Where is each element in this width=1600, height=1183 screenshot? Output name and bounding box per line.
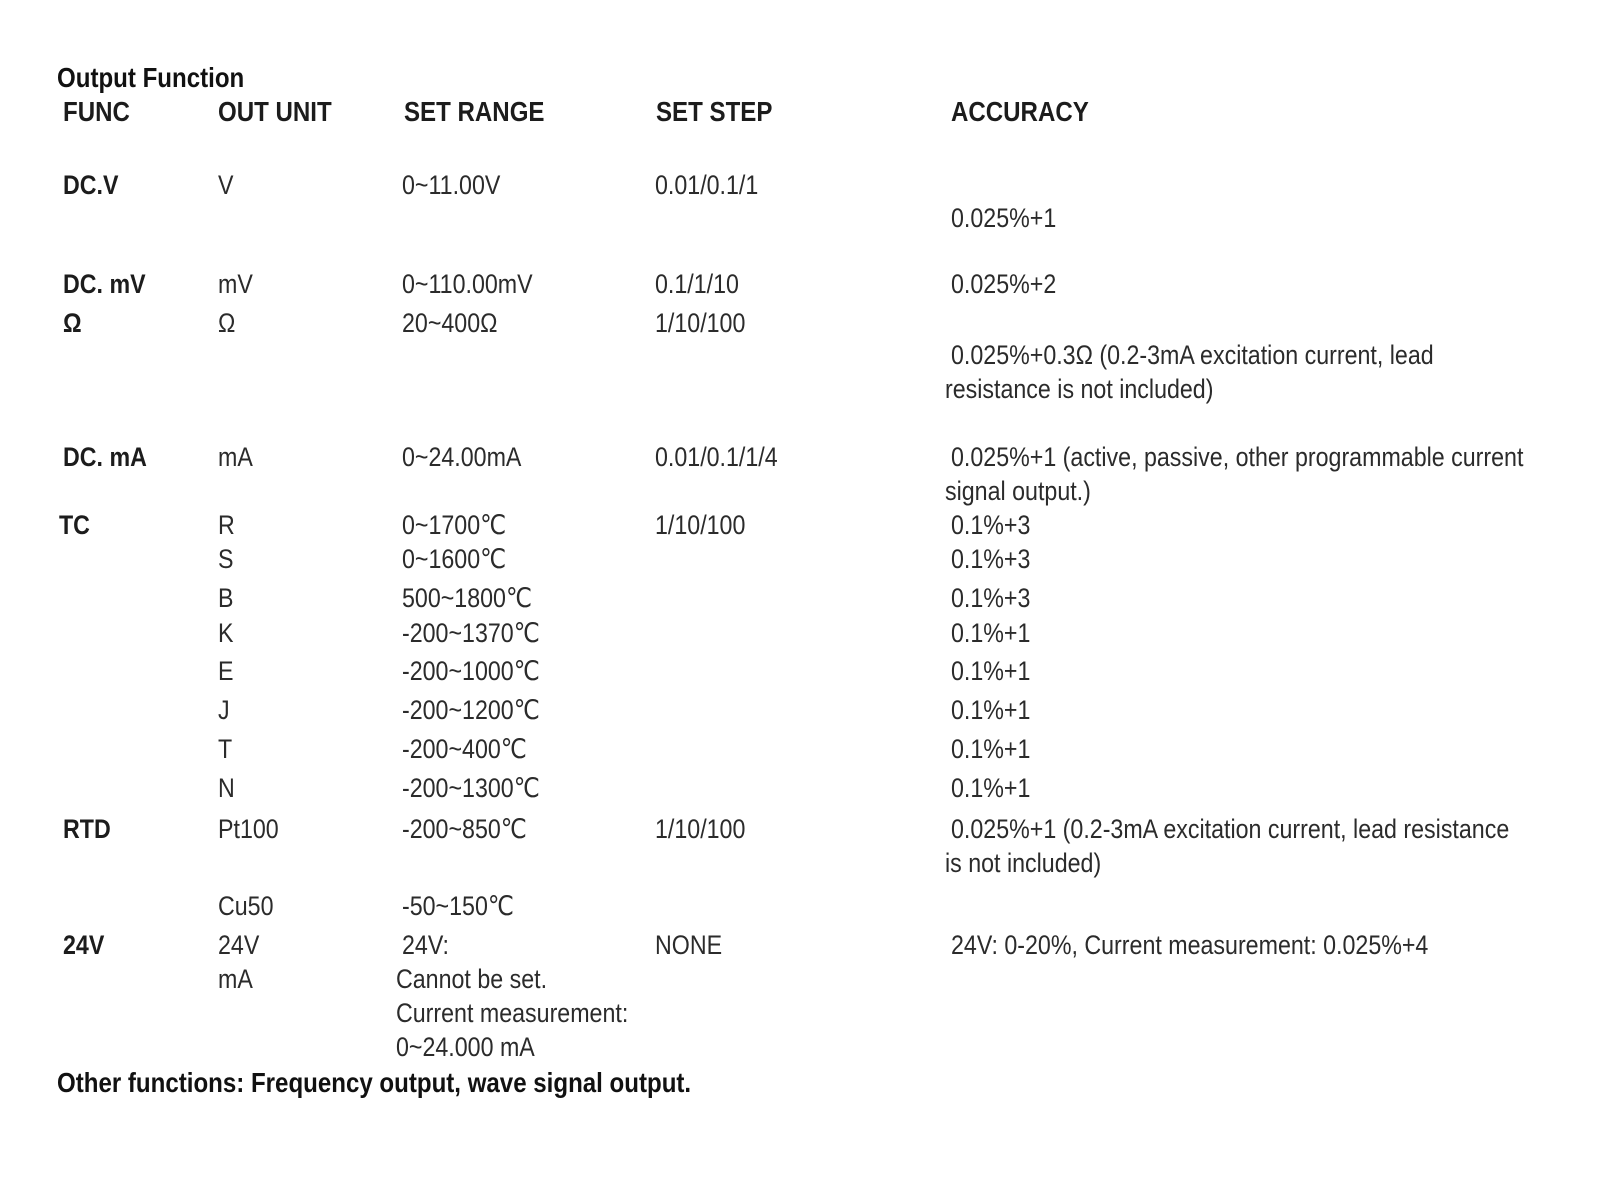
acc-rtd-line2: is not included) (945, 848, 1102, 878)
step-24v: NONE (655, 930, 723, 960)
range-dcv: 0~11.00V (402, 170, 501, 200)
acc-ohm-line2: resistance is not included) (945, 374, 1214, 404)
step-dcmv: 0.1/1/10 (655, 269, 739, 299)
func-dcv: DC.V (63, 170, 119, 200)
acc-tc-k: 0.1%+1 (951, 618, 1031, 648)
acc-tc-j: 0.1%+1 (951, 695, 1031, 725)
range-tc-k: -200~1370℃ (402, 618, 540, 648)
range-tc-t: -200~400℃ (402, 734, 527, 764)
acc-ohm-line1: 0.025%+0.3Ω (0.2-3mA excitation current, lead (951, 340, 1434, 370)
unit-24v-ma: mA (218, 964, 253, 994)
range-tc-j: -200~1200℃ (402, 695, 540, 725)
step-ohm: 1/10/100 (655, 308, 746, 338)
unit-ohm: Ω (218, 308, 236, 338)
func-tc: TC (59, 510, 90, 540)
acc-24v: 24V: 0-20%, Current measurement: 0.025%+4 (951, 930, 1429, 960)
acc-tc-e: 0.1%+1 (951, 656, 1031, 686)
func-dcma: DC. mA (63, 442, 147, 472)
range-dcma: 0~24.00mA (402, 442, 522, 472)
acc-dcmv: 0.025%+2 (951, 269, 1057, 299)
header-set-step: SET STEP (656, 96, 773, 127)
header-func: FUNC (63, 96, 130, 127)
acc-dcma-line2: signal output.) (945, 476, 1091, 506)
unit-dcmv: mV (218, 269, 253, 299)
range-24v-line2: Cannot be set. (396, 964, 548, 994)
range-24v-line1: 24V: (402, 930, 449, 960)
range-tc-n: -200~1300℃ (402, 773, 540, 803)
step-tc: 1/10/100 (655, 510, 746, 540)
step-dcma: 0.01/0.1/1/4 (655, 442, 778, 472)
unit-rtd-cu50: Cu50 (218, 891, 274, 921)
range-ohm: 20~400Ω (402, 308, 498, 338)
header-accuracy: ACCURACY (951, 96, 1089, 127)
unit-tc-r: R (218, 510, 235, 540)
unit-dcv: V (218, 170, 234, 200)
unit-tc-n: N (218, 773, 235, 803)
range-tc-b: 500~1800℃ (402, 583, 533, 613)
func-24v: 24V (63, 930, 105, 960)
acc-rtd-line1: 0.025%+1 (0.2-3mA excitation current, lead resistance (951, 814, 1510, 844)
acc-tc-n: 0.1%+1 (951, 773, 1031, 803)
range-dcmv: 0~110.00mV (402, 269, 533, 299)
func-rtd: RTD (63, 814, 111, 844)
acc-dcv: 0.025%+1 (951, 203, 1057, 233)
acc-tc-s: 0.1%+3 (951, 544, 1031, 574)
unit-tc-e: E (218, 656, 234, 686)
range-tc-r: 0~1700℃ (402, 510, 507, 540)
acc-tc-r: 0.1%+3 (951, 510, 1031, 540)
step-rtd: 1/10/100 (655, 814, 746, 844)
unit-rtd-pt100: Pt100 (218, 814, 279, 844)
page-title: Output Function (57, 62, 245, 93)
step-dcv: 0.01/0.1/1 (655, 170, 759, 200)
range-24v-line3: Current measurement: (396, 998, 629, 1028)
acc-tc-b: 0.1%+3 (951, 583, 1031, 613)
acc-dcma-line1: 0.025%+1 (active, passive, other programmable current (951, 442, 1524, 472)
unit-tc-s: S (218, 544, 234, 574)
unit-tc-j: J (218, 695, 230, 725)
range-rtd-pt100: -200~850℃ (402, 814, 527, 844)
func-dcmv: DC. mV (63, 269, 146, 299)
range-rtd-cu50: -50~150℃ (402, 891, 514, 921)
func-ohm: Ω (63, 308, 82, 338)
header-out-unit: OUT UNIT (218, 96, 332, 127)
range-tc-e: -200~1000℃ (402, 656, 540, 686)
unit-tc-t: T (218, 734, 233, 764)
unit-dcma: mA (218, 442, 253, 472)
unit-24v: 24V (218, 930, 260, 960)
acc-tc-t: 0.1%+1 (951, 734, 1031, 764)
footer-note: Other functions: Frequency output, wave signal output. (57, 1067, 692, 1098)
header-set-range: SET RANGE (404, 96, 545, 127)
unit-tc-k: K (218, 618, 234, 648)
range-tc-s: 0~1600℃ (402, 544, 507, 574)
range-24v-line4: 0~24.000 mA (396, 1032, 535, 1062)
unit-tc-b: B (218, 583, 234, 613)
